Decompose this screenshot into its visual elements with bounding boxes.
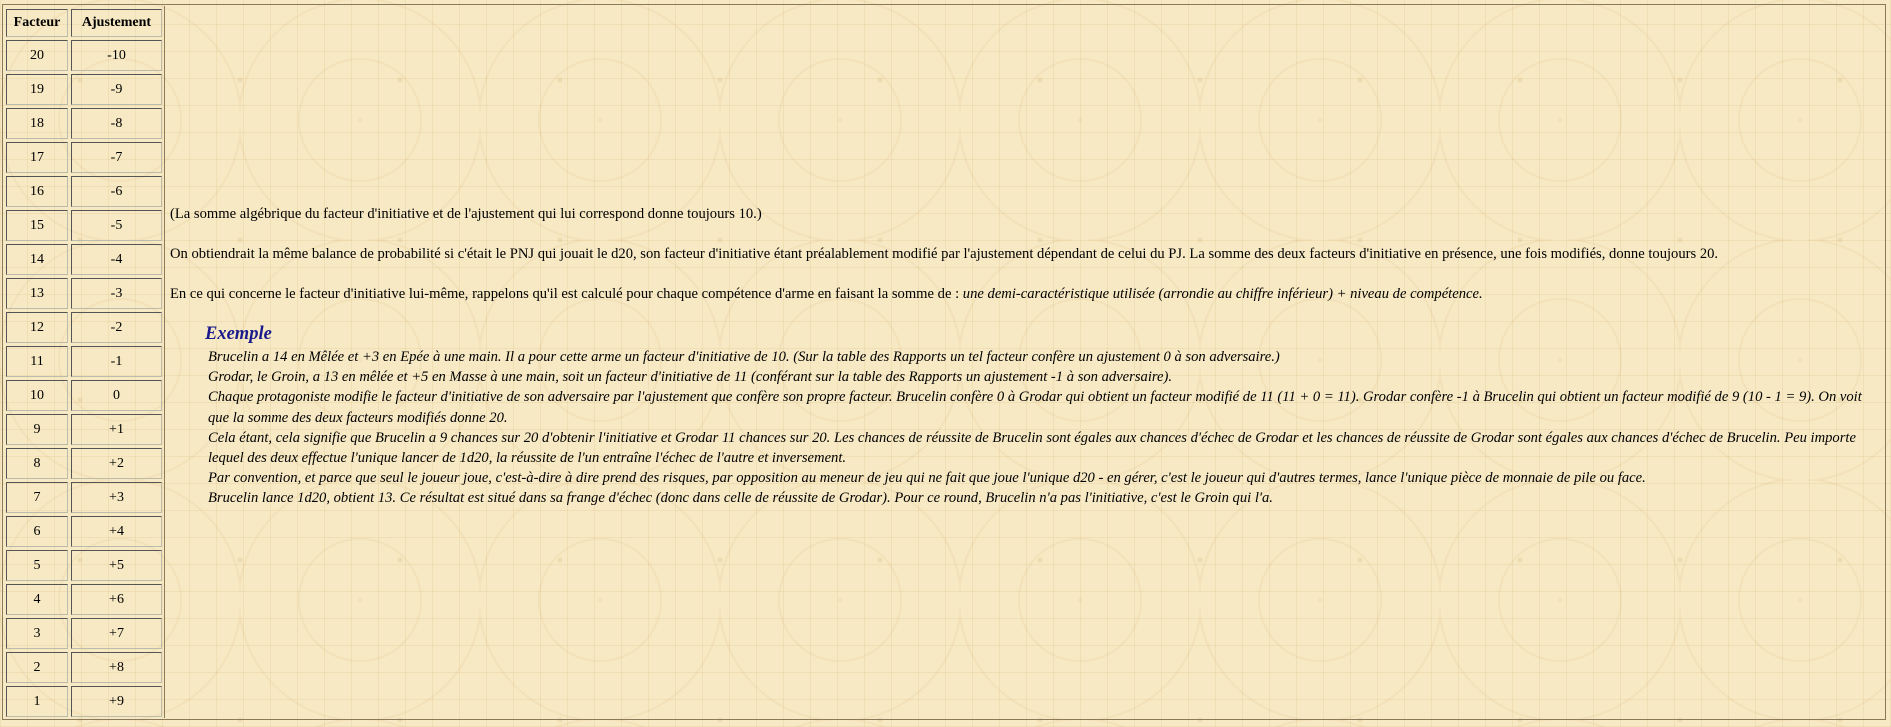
facteur-cell: 1 [6,686,68,717]
example-block [205,323,1882,509]
table-row [6,550,162,581]
paragraph-initiative-factor [170,285,1882,304]
table-header-row [6,9,162,37]
table-row [6,652,162,683]
ajustement-cell: +8 [71,652,162,683]
facteur-cell: 5 [6,550,68,581]
facteur-cell: 2 [6,652,68,683]
example-title: Exemple [205,324,272,344]
ajustement-cell: +4 [71,516,162,547]
table-row [6,346,162,377]
facteur-cell: 18 [6,108,68,139]
ajustement-cell: +9 [71,686,162,717]
ajustement-cell: -8 [71,108,162,139]
ajustement-cell: -2 [71,312,162,343]
column-header-facteur: Facteur [6,9,68,37]
table-row [6,380,162,411]
facteur-cell: 13 [6,278,68,309]
paragraph-initiative-formula: une demi-caractéristique utilisée (arrondie au chiffre inférieur) + niveau de compétence. [962,286,1483,302]
facteur-cell: 10 [6,380,68,411]
ajustement-cell: -10 [71,40,162,71]
facteur-cell: 19 [6,74,68,105]
facteur-cell: 15 [6,210,68,241]
ajustement-cell: +5 [71,550,162,581]
ajustement-cell: -3 [71,278,162,309]
example-line: Grodar, le Groin, a 13 en mêlée et +5 en Masse à une main, soit un facteur d'initiative de 11 (conférant sur la table des Rapports un ajustement -1 à son adversaire). [208,369,1172,386]
main-text [170,205,1882,509]
facteur-cell: 7 [6,482,68,513]
column-header-ajustement: Ajustement [71,9,162,37]
table-row [6,108,162,139]
table-row [6,210,162,241]
ajustement-cell: +1 [71,414,162,445]
table-row [6,448,162,479]
facteur-cell: 20 [6,40,68,71]
table-row [6,414,162,445]
ajustement-cell: -9 [71,74,162,105]
facteur-cell: 17 [6,142,68,173]
table-row [6,40,162,71]
ajustement-cell: 0 [71,380,162,411]
ajustement-cell: -1 [71,346,162,377]
table-row [6,686,162,717]
paragraph-pnj-balance: On obtiendrait la même balance de probabilité si c'était le PNJ qui jouait le d20, son facteur d'initiative étant préalablement modifié par l'ajustement dépendant de celui du PJ. La somme des deux facteurs d'initiative en présence, une fois modifiés, donne toujours 20. [170,246,1719,262]
facteur-cell: 9 [6,414,68,445]
ajustement-cell: +7 [71,618,162,649]
example-line: Brucelin a 14 en Mêlée et +3 en Epée à une main. Il a pour cette arme un facteur d'initiative de 10. (Sur la table des Rapports un tel facteur confère un ajustement 0 à son adversaire.) [208,349,1280,365]
ajustement-cell: -5 [71,210,162,241]
table-row [6,516,162,547]
facteur-cell: 6 [6,516,68,547]
table-row [6,244,162,275]
ajustement-cell: -6 [71,176,162,207]
ajustement-cell: +6 [71,584,162,615]
table-row [6,618,162,649]
facteur-cell: 3 [6,618,68,649]
example-line: Par convention, et parce que seul le joueur joue, c'est-à-dire à dire prend des risques, par opposition au meneur de jeu qui ne fait que joue l'unique d20 - en gérer, c'est le joueur qui d'autres termes, lance l'unique pièce de monnaie de pile ou face. [208,470,1646,487]
facteur-cell: 8 [6,448,68,479]
example-line: Brucelin lance 1d20, obtient 13. Ce résultat est situé dans sa frange d'échec (donc dans celle de réussite de Grodar). Pour ce round, Brucelin n'a pas l'initiative, c'est le Groin qui l'a. [208,490,1273,507]
facteur-cell: 14 [6,244,68,275]
table-row [6,176,162,207]
table-row [6,312,162,343]
column-divider [164,6,165,718]
table-row [6,142,162,173]
table-row [6,74,162,105]
facteur-cell: 12 [6,312,68,343]
facteur-cell: 16 [6,176,68,207]
table-row [6,278,162,309]
paragraph-initiative-text: En ce qui concerne le facteur d'initiative lui-même, rappelons qu'il est calculé pour chaque compétence d'arme en faisant la somme de : [170,286,963,302]
example-line: Cela étant, cela signifie que Brucelin a 9 chances sur 20 d'obtenir l'initiative et Grodar 11 chances sur 20. Les chances de réussite de Brucelin sont égales aux chances d'échec de Grodar et les chances de réussite de Grodar sont égales aux chances d'échec de Brucelin. Peu importe lequel des deux effectue l'unique lancer de 1d20, la réussite de l'un entraîne l'échec de l'autre et inversement. [208,429,1856,467]
paragraph-sum-note: (La somme algébrique du facteur d'initiative et de l'ajustement qui lui correspond donne toujours 10.) [170,206,762,222]
ajustement-cell: -7 [71,142,162,173]
ajustement-cell: +3 [71,482,162,513]
adjustment-table [3,6,165,720]
table-row [6,482,162,513]
facteur-cell: 11 [6,346,68,377]
ajustement-cell: +2 [71,448,162,479]
facteur-cell: 4 [6,584,68,615]
ajustement-cell: -4 [71,244,162,275]
example-line: Chaque protagoniste modifie le facteur d'initiative de son adversaire par l'ajustement que confère son propre facteur. Brucelin confère 0 à Grodar qui obtient un facteur modifié de 11 (11 + 0 = 11). Grodar confère -1 à Brucelin qui obtient un facteur modifié de 9 (10 - 1 = 9). On voit que la somme des deux facteurs modifiés donne 20. [208,389,1862,426]
table-row [6,584,162,615]
